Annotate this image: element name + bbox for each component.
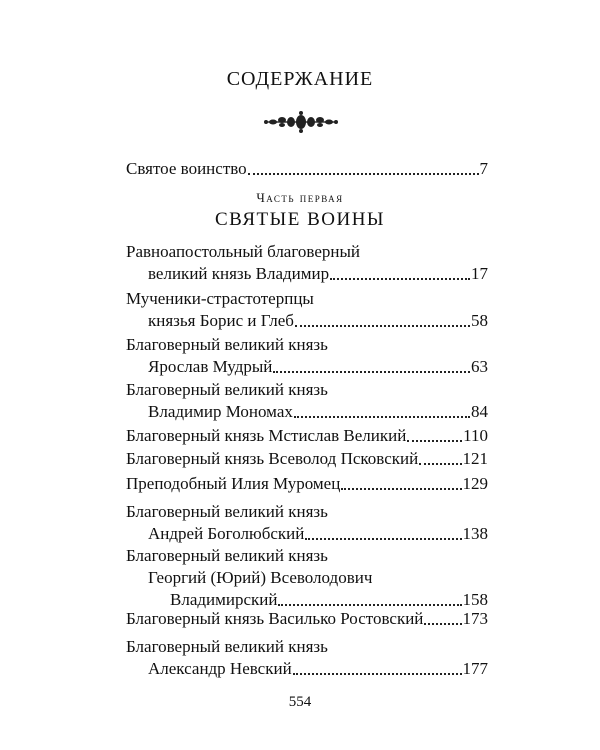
dot-leader <box>294 416 470 418</box>
part-title: СВЯТЫЕ ВОИНЫ <box>214 209 385 230</box>
toc-page-number: 129 <box>462 474 488 493</box>
dot-leader <box>278 604 461 606</box>
dot-leader <box>295 325 470 327</box>
dot-leader <box>341 488 461 490</box>
toc-entry-line: Ярослав Мудрый <box>148 357 273 376</box>
toc-entry-line: Владимирский <box>170 590 278 609</box>
toc-entry-line: Благоверный великий князь <box>126 546 328 565</box>
toc-page-number: 158 <box>462 590 488 609</box>
toc-entry-line: великий князь Владимир <box>148 264 330 283</box>
toc-entry <box>126 379 488 423</box>
dot-leader <box>273 371 470 373</box>
toc-page-number: 110 <box>463 426 488 445</box>
toc-entry-line: Владимир Мономах <box>148 402 293 421</box>
toc-entry-line: Георгий (Юрий) Всеволодович <box>148 568 373 587</box>
toc-entry <box>126 241 488 285</box>
dot-leader <box>305 538 461 540</box>
dot-leader <box>248 173 479 175</box>
toc-entry-intro <box>126 158 488 180</box>
toc-page-number: 121 <box>462 449 488 468</box>
dot-leader <box>330 278 470 280</box>
toc-page-number: 58 <box>471 311 488 330</box>
toc-entry <box>126 334 488 378</box>
toc-entry-line: Равноапостольный благоверный <box>126 242 360 261</box>
toc-entry-title: Святое воинство <box>126 159 247 178</box>
page-number: 554 <box>288 694 312 710</box>
toc-page-number: 63 <box>471 357 488 376</box>
toc-entry-line: Благоверный великий князь <box>126 502 328 521</box>
toc-entry <box>126 608 488 630</box>
toc-entry-line: князья Борис и Глеб <box>148 311 294 330</box>
toc-page-number: 173 <box>462 609 488 628</box>
toc-entry-line: Преподобный Илия Муромец <box>126 474 341 493</box>
toc-page-number: 84 <box>471 402 488 421</box>
toc-entry-line: Александр Невский <box>148 659 292 678</box>
toc-entry <box>126 473 488 495</box>
toc-page-number: 138 <box>462 524 488 543</box>
toc-entry <box>126 636 488 680</box>
page-title: СОДЕРЖАНИЕ <box>226 68 374 90</box>
dot-leader <box>407 440 462 442</box>
toc-entry <box>126 545 488 611</box>
toc-entry <box>126 501 488 545</box>
toc-entry-line: Благоверный князь Всеволод Псковский <box>126 449 419 468</box>
dot-leader <box>293 673 462 675</box>
dot-leader <box>424 623 461 625</box>
toc-entry <box>126 425 488 447</box>
toc-entry-line: Благоверный князь Василько Ростовский <box>126 609 424 628</box>
toc-entry-line: Мученики-страстотерпцы <box>126 289 314 308</box>
part-label: Часть первая <box>256 190 344 205</box>
toc-page-number: 17 <box>471 264 488 283</box>
floral-ornament-icon <box>263 110 339 134</box>
toc-entry-line: Благоверный великий князь <box>126 335 328 354</box>
toc-page-number: 177 <box>462 659 488 678</box>
dot-leader <box>419 463 461 465</box>
toc-entry <box>126 448 488 470</box>
toc-entry-line: Андрей Боголюбский <box>148 524 305 543</box>
toc-entry-line: Благоверный князь Мстислав Великий <box>126 426 407 445</box>
toc-entry-line: Благоверный великий князь <box>126 380 328 399</box>
toc-entry <box>126 288 488 332</box>
toc-page-number: 7 <box>479 159 488 178</box>
toc-entry-line: Благоверный великий князь <box>126 637 328 656</box>
